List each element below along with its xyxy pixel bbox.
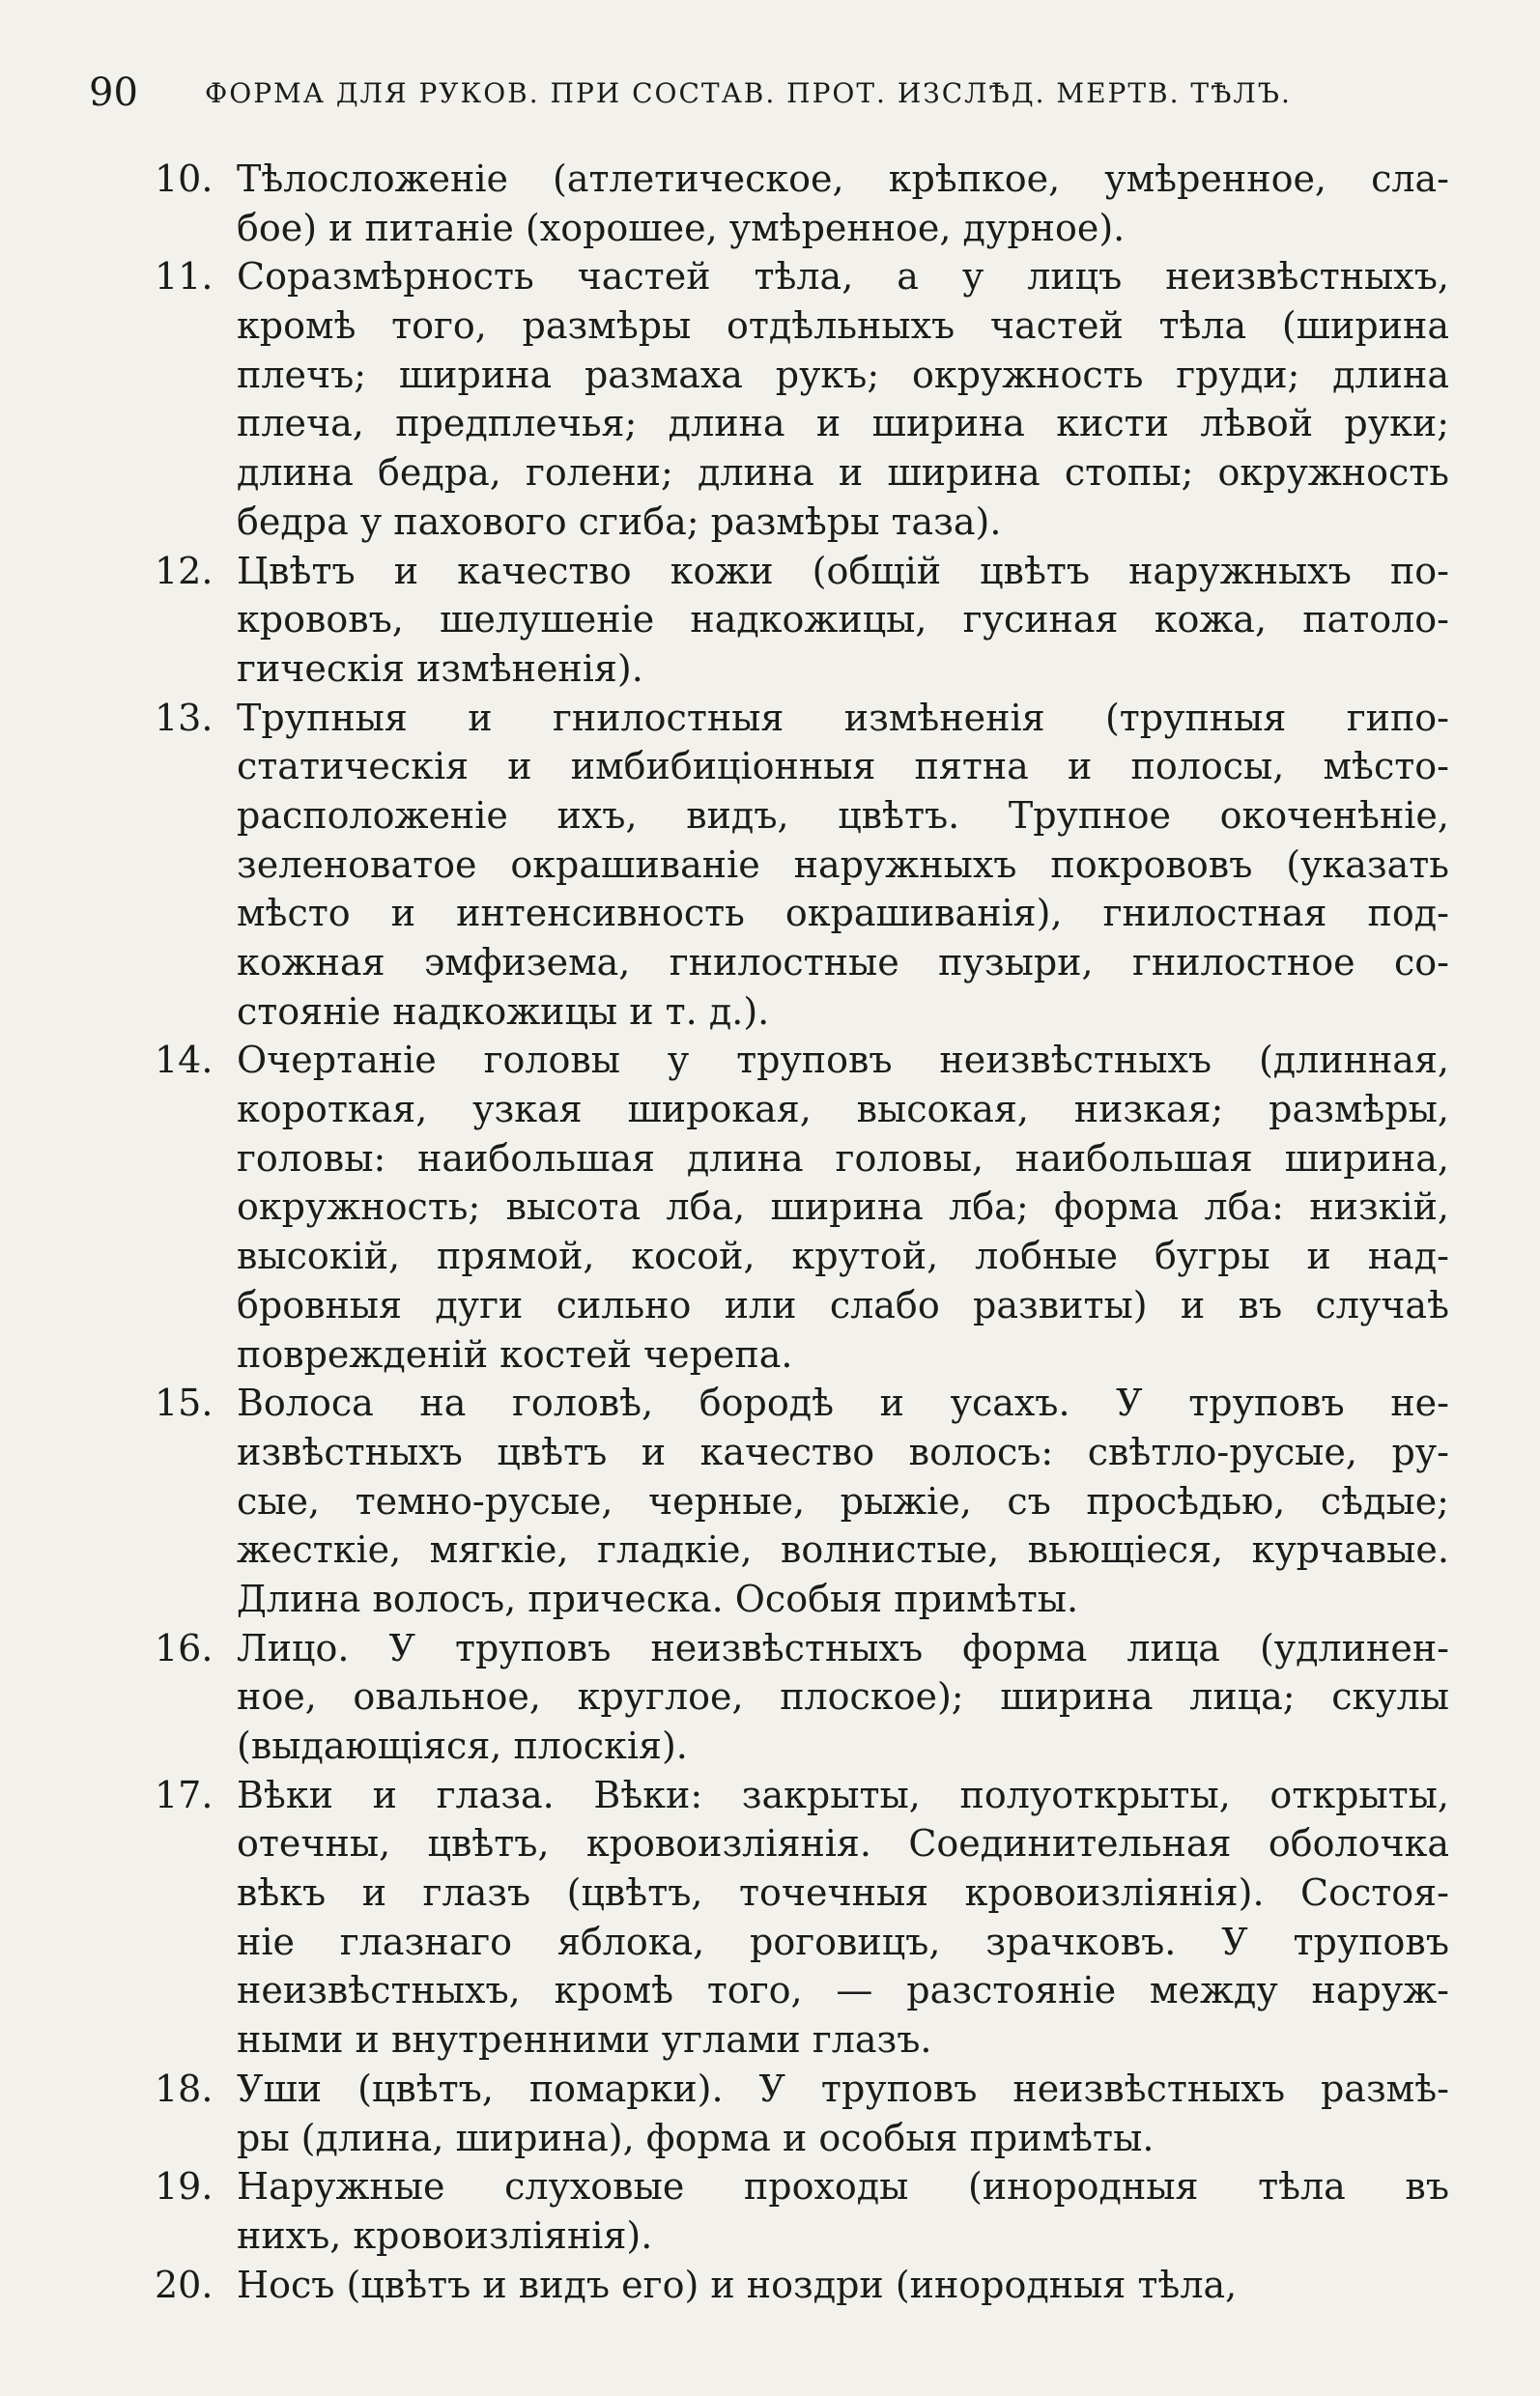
list-item	[155, 1624, 1449, 1771]
text-line: ніе глазнаго яблока, роговицъ, зрачковъ. У труповъ	[237, 1920, 1449, 1963]
item-number: 20.	[155, 2263, 214, 2306]
text-line: Уши (цвѣтъ, помарки). У труповъ неизвѣстныхъ размѣ-	[237, 2067, 1449, 2110]
text-line: отечны, цвѣтъ, кровоизліянія. Соединительная оболочка	[237, 1822, 1449, 1866]
text-line: (выдающіяся, плоскія).	[237, 1725, 688, 1767]
list-item	[155, 547, 1449, 694]
list-item	[155, 252, 1449, 546]
text-line: расположеніе ихъ, видъ, цвѣтъ. Трупное окоченѣніе,	[237, 793, 1449, 837]
text-line: короткая, узкая широкая, высокая, низкая; размѣры,	[237, 1088, 1449, 1131]
page-number: 90	[89, 71, 138, 115]
item-number: 10.	[155, 157, 214, 200]
text-line: бедра у пахового сгиба; размѣры таза).	[237, 499, 1002, 543]
text-line: гическія измѣненія).	[237, 646, 643, 690]
text-line: неизвѣстныхъ, кромѣ того, — разстояніе между наруж-	[237, 1969, 1449, 2012]
text-line: ры (длина, ширина), форма и особыя примѣты.	[237, 2116, 1155, 2159]
item-number: 14.	[155, 1039, 214, 1082]
text-line: Волоса на головѣ, бородѣ и усахъ. У труповъ не-	[237, 1382, 1449, 1425]
list-item	[155, 1379, 1449, 1623]
text-line: Цвѣтъ и качество кожи (общій цвѣтъ наружныхъ по-	[237, 549, 1449, 592]
text-line: статическія и имбибиціонныя пятна и полосы, мѣсто-	[237, 745, 1449, 788]
text-line: Тѣлосложеніе (атлетическое, крѣпкое, умѣренное, сла-	[237, 157, 1449, 200]
text-line: крововъ, шелушеніе надкожицы, гусиная кожа, патоло-	[237, 598, 1449, 642]
text-line: кожная эмфизема, гнилостные пузыри, гнилостное со-	[237, 941, 1449, 984]
item-number: 16.	[155, 1626, 214, 1669]
list-item	[155, 2261, 1449, 2310]
text-line: бровныя дуги сильно или слабо развиты) и въ случаѣ	[237, 1283, 1449, 1326]
list-item	[155, 155, 1449, 252]
item-number: 18.	[155, 2067, 214, 2110]
list-item	[155, 2065, 1449, 2162]
text-line: поврежденій костей черепа.	[237, 1332, 793, 1376]
text-line: Трупныя и гнилостныя измѣненія (трупныя гипо-	[237, 696, 1449, 739]
text-line: сые, темно-русые, черные, рыжіе, съ просѣдью, сѣдые;	[237, 1479, 1449, 1523]
page-header	[89, 64, 1395, 122]
text-line: плеча, предплечья; длина и ширина кисти лѣвой руки;	[237, 402, 1449, 445]
text-line: извѣстныхъ цвѣтъ и качество волосъ: свѣтло-русые, ру-	[237, 1430, 1449, 1473]
text-line: ное, овальное, круглое, плоское); ширина лица; скулы	[237, 1675, 1449, 1719]
text-line: мѣсто и интенсивность окрашиванія), гнилостная под-	[237, 892, 1449, 935]
text-line: Лицо. У труповъ неизвѣстныхъ форма лица (удлинен-	[237, 1626, 1449, 1669]
list-item	[155, 1036, 1449, 1379]
item-number: 15.	[155, 1382, 214, 1425]
numbered-list	[155, 155, 1449, 2309]
list-item	[155, 694, 1449, 1037]
text-line: плечъ; ширина размаха рукъ; окружность груди; длина	[237, 353, 1449, 396]
text-line: длина бедра, голени; длина и ширина стопы; окружность	[237, 451, 1449, 495]
item-number: 19.	[155, 2165, 214, 2209]
text-line: зеленоватое окрашиваніе наружныхъ покрововъ (указать	[237, 842, 1449, 886]
text-line: Длина волосъ, прическа. Особыя примѣты.	[237, 1577, 1079, 1620]
text-line: кромѣ того, размѣры отдѣльныхъ частей тѣла (ширина	[237, 304, 1449, 348]
text-line: жесткіе, мягкіе, гладкіе, волнистые, вьющіеся, курчавые.	[237, 1528, 1449, 1572]
text-line: Вѣки и глаза. Вѣки: закрыты, полуоткрыты, открыты,	[237, 1773, 1449, 1816]
text-line: Соразмѣрность частей тѣла, а у лицъ неизвѣстныхъ,	[237, 255, 1449, 299]
list-item	[155, 2162, 1449, 2260]
running-head: ФОРМА ДЛЯ РУКОВ. ПРИ СОСТАВ. ПРОТ. ИЗСЛѢД. МЕРТВ. ТѢЛЪ.	[205, 76, 1292, 109]
item-number: 13.	[155, 696, 214, 739]
text-line: высокій, прямой, косой, крутой, лобные бугры и над-	[237, 1235, 1449, 1278]
item-number: 11.	[155, 255, 214, 299]
text-line: ными и внутренними углами глазъ.	[237, 2018, 932, 2062]
text-line: окружность; высота лба, ширина лба; форма лба: низкій,	[237, 1185, 1449, 1229]
text-line: бое) и питаніе (хорошее, умѣренное, дурное).	[237, 206, 1126, 249]
text-line: вѣкъ и глазъ (цвѣтъ, точечныя кровоизліянія). Состоя-	[237, 1871, 1449, 1915]
text-line: Наружные слуховые проходы (инородныя тѣла въ	[237, 2165, 1449, 2209]
item-number: 17.	[155, 1773, 214, 1816]
text-line: стояніе надкожицы и т. д.).	[237, 989, 770, 1033]
text-line: головы: наибольшая длина головы, наибольшая ширина,	[237, 1136, 1449, 1180]
text-line: Носъ (цвѣтъ и видъ его) и ноздри (инородныя тѣла,	[237, 2263, 1238, 2306]
text-line: Очертаніе головы у труповъ неизвѣстныхъ (длинная,	[237, 1039, 1449, 1082]
item-number: 12.	[155, 549, 214, 592]
text-line: нихъ, кровоизліянія).	[237, 2213, 653, 2257]
list-item	[155, 1771, 1449, 2065]
